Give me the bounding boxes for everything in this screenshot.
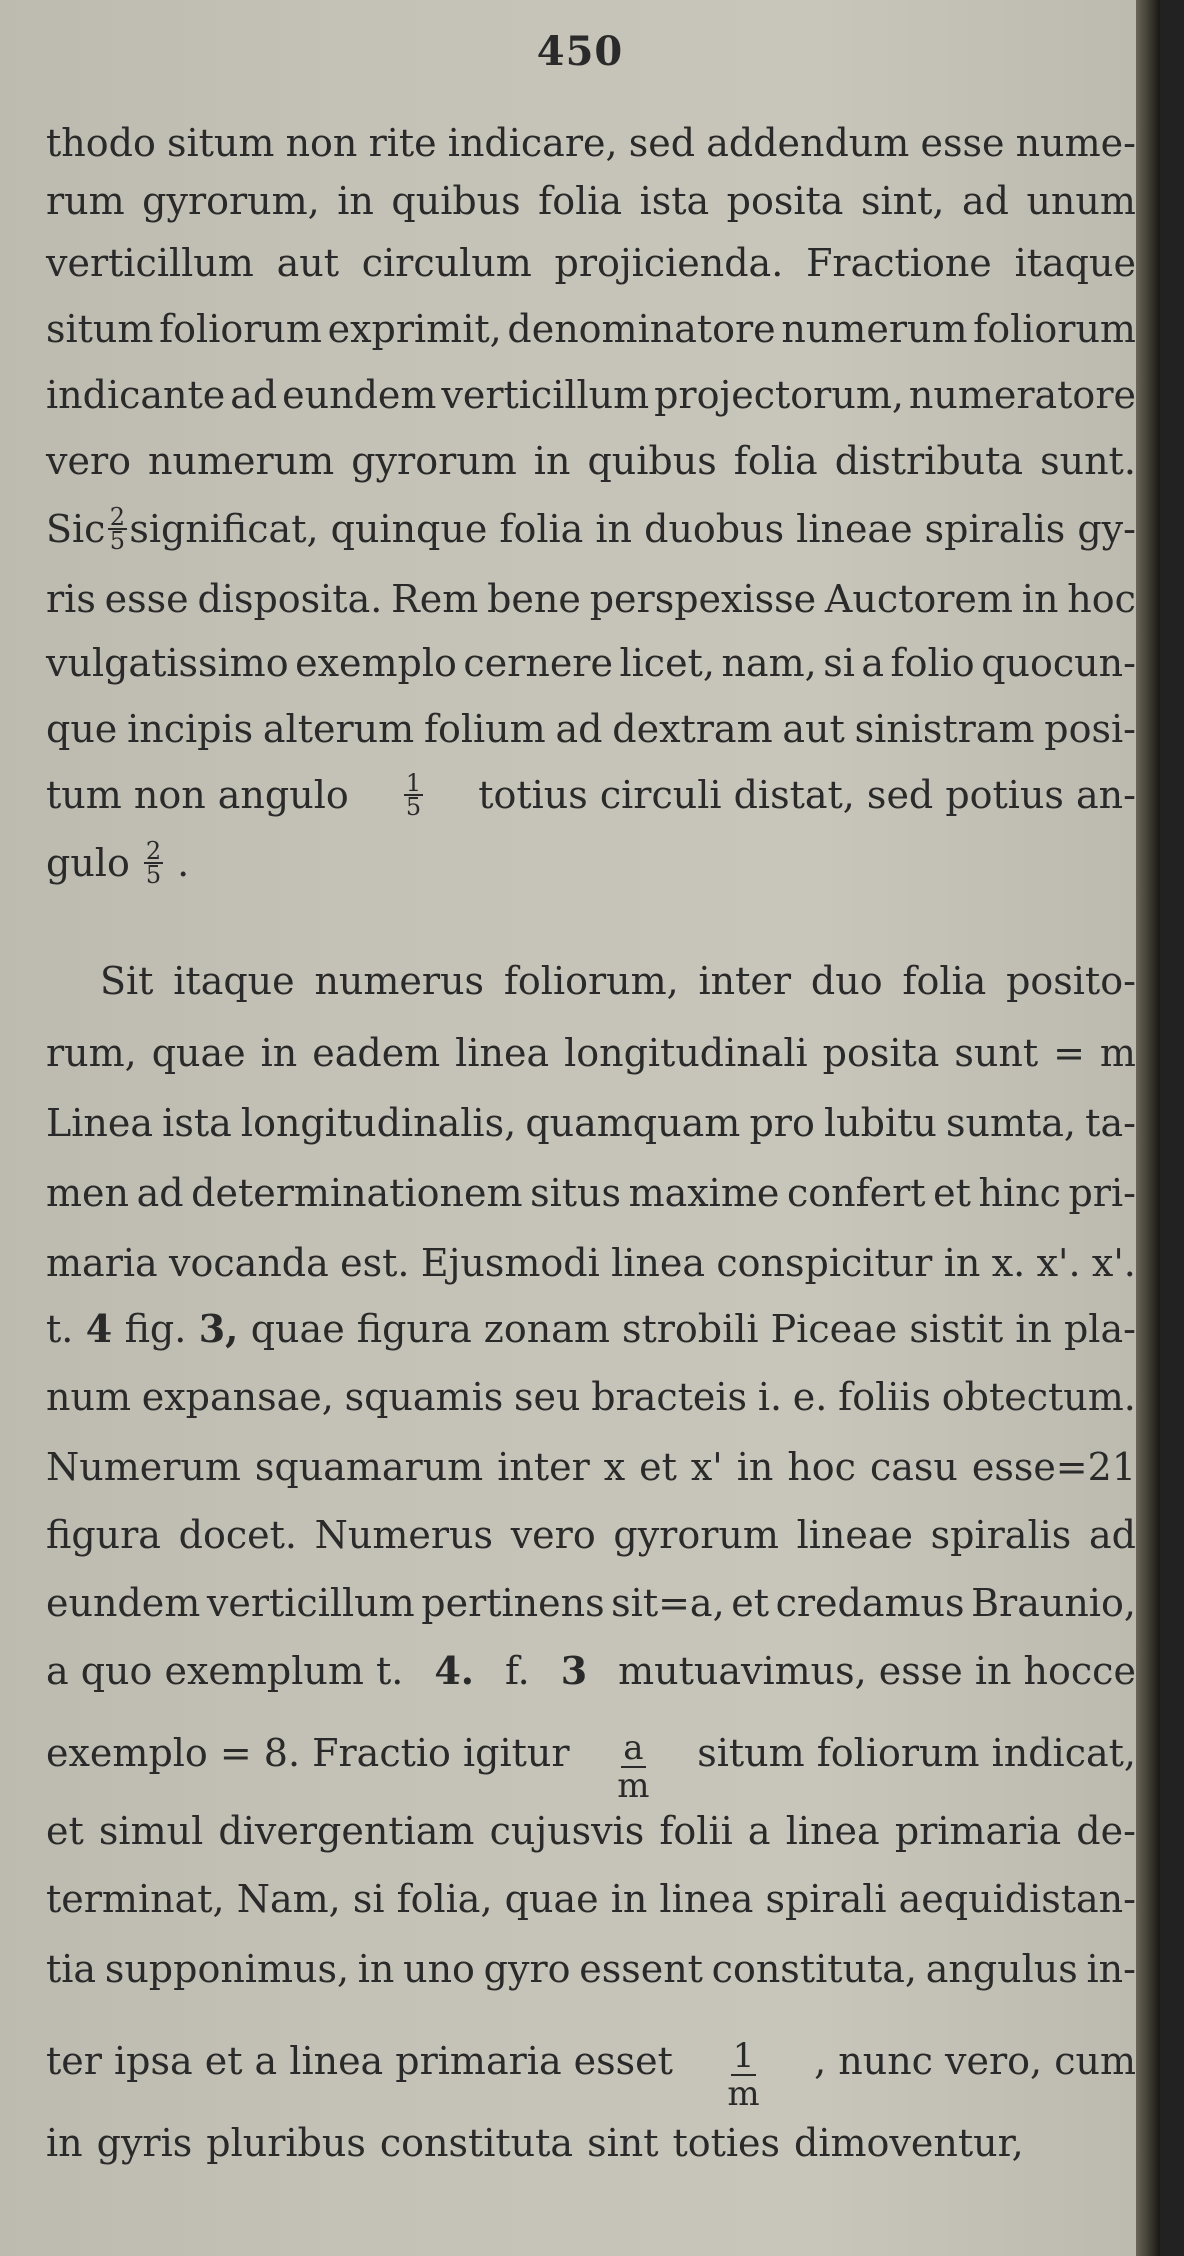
word: hoc	[1067, 577, 1136, 621]
word: m	[1099, 1031, 1136, 1075]
text-line	[46, 178, 1136, 224]
word: ad	[1088, 1513, 1136, 1557]
word: gyrorum,	[142, 179, 320, 223]
word: gyrorum	[613, 1513, 779, 1557]
word: obtectum.	[941, 1375, 1136, 1419]
word: hinc	[978, 1171, 1061, 1215]
word: itaque	[173, 959, 295, 1003]
word: rum,	[46, 1031, 137, 1075]
text-line	[100, 958, 1136, 1004]
text-line	[46, 576, 1136, 622]
word: x'.	[1036, 1241, 1081, 1285]
word: conspicitur	[716, 1241, 933, 1285]
word: sunt.	[1040, 439, 1136, 483]
word: eundem	[282, 373, 437, 417]
word: divergentiam	[218, 1809, 475, 1853]
word: Numerum	[46, 1445, 241, 1489]
word: casu	[869, 1445, 958, 1489]
word: circulum	[361, 241, 532, 285]
word: Numerus	[314, 1513, 494, 1557]
word: et	[731, 1581, 770, 1625]
word: sit=a,	[611, 1581, 725, 1625]
word: quibus	[587, 439, 717, 483]
word: lubitu	[823, 1101, 937, 1145]
word: projectorum,	[654, 373, 904, 417]
word: si	[823, 641, 855, 685]
word: Fractione	[806, 241, 992, 285]
word: quibus	[391, 179, 521, 223]
word: gyrorum	[351, 439, 517, 483]
word: pertinens	[421, 1581, 605, 1625]
word: terminat,	[46, 1877, 225, 1921]
fraction-denominator: 5	[145, 861, 162, 889]
word: hoc	[787, 1445, 856, 1489]
text-line	[46, 1946, 1136, 1992]
word: posi-	[1044, 707, 1136, 751]
word: essent	[579, 1947, 703, 1991]
word: aut	[276, 241, 339, 285]
fraction-numerator: 2	[109, 503, 126, 531]
text-line	[46, 438, 1136, 484]
word: ad	[136, 1171, 184, 1215]
word: pro	[749, 1101, 815, 1145]
word: rum	[46, 179, 125, 223]
fraction	[617, 1730, 649, 1804]
word: numerus	[314, 959, 485, 1003]
word: foliorum	[159, 307, 322, 351]
word: distributa	[834, 439, 1024, 483]
word: i.	[757, 1375, 783, 1419]
word: in	[1021, 577, 1059, 621]
word: maria	[46, 1241, 158, 1285]
word: x'	[690, 1445, 723, 1489]
word: thodo	[46, 121, 156, 165]
word: constituta,	[711, 1947, 917, 1991]
text-line	[46, 1100, 1136, 1146]
word: situm	[166, 121, 275, 165]
word: incipis	[127, 707, 254, 751]
word: linea	[785, 1809, 880, 1853]
word: est.	[340, 1241, 410, 1285]
word: ad	[230, 373, 278, 417]
fraction	[727, 2038, 759, 2112]
word: quocun-	[981, 641, 1136, 685]
word: seu	[514, 1375, 581, 1419]
word: num	[46, 1375, 131, 1419]
fraction-numerator: a	[623, 1728, 644, 1768]
word: x	[603, 1445, 626, 1489]
word: projicienda.	[554, 241, 784, 285]
text-line	[46, 706, 1136, 752]
word: in-	[1086, 1947, 1136, 1991]
word: numerum	[781, 307, 968, 351]
text-segment: mutuavimus, esse in hocce	[618, 1649, 1136, 1693]
word: ista	[162, 1101, 232, 1145]
word: squamarum	[254, 1445, 484, 1489]
word: in	[533, 439, 571, 483]
word: x'.	[1091, 1241, 1136, 1285]
text-line	[46, 2038, 1136, 2112]
word: foliis	[838, 1375, 932, 1419]
word: sunt	[954, 1031, 1039, 1075]
text-line	[46, 1240, 1136, 1286]
text-line	[46, 1374, 1136, 1420]
text-segment: situm foliorum indicat,	[697, 1731, 1136, 1775]
text-segment: t.	[46, 1307, 74, 1351]
word: verticillum	[206, 1581, 415, 1625]
text-segment: ter ipsa et a linea primaria esset	[46, 2039, 673, 2083]
word: in	[46, 2121, 83, 2165]
word: longitudinalis,	[240, 1101, 517, 1145]
word: tia	[46, 1947, 97, 1991]
text-line	[46, 1730, 1136, 1804]
word: rite	[368, 121, 437, 165]
word: ad	[961, 179, 1009, 223]
word: duo	[810, 959, 883, 1003]
word: numerum	[148, 439, 335, 483]
word: in	[943, 1241, 981, 1285]
text-line	[46, 1170, 1136, 1216]
word: indicante	[46, 373, 226, 417]
text-segment: gulo	[46, 841, 130, 885]
text-line	[46, 640, 1136, 686]
word: quamquam	[525, 1101, 741, 1145]
word: spirali	[765, 1877, 887, 1921]
word: aut	[782, 707, 845, 751]
word: nam,	[721, 641, 817, 685]
word: lineae	[796, 1513, 913, 1557]
word: in	[610, 1877, 648, 1921]
word: Braunio,	[971, 1581, 1136, 1625]
word: esse=21	[971, 1445, 1136, 1489]
word: Linea	[46, 1101, 154, 1145]
word: Auctorem	[824, 577, 1013, 621]
word: sinistram	[854, 707, 1035, 751]
word: squamis	[344, 1375, 504, 1419]
word: maxime	[628, 1171, 780, 1215]
text-segment: exemplo = 8. Fractio igitur	[46, 1731, 570, 1775]
word: cernere	[463, 641, 613, 685]
word: et	[46, 1809, 84, 1853]
word: longitudinali	[564, 1031, 808, 1075]
word: in	[736, 1445, 774, 1489]
word: simul	[98, 1809, 204, 1853]
word: addendum	[706, 121, 910, 165]
word: inter	[497, 1445, 590, 1489]
word: pri-	[1068, 1171, 1136, 1215]
word: posita	[822, 1031, 940, 1075]
text-line	[46, 1580, 1136, 1626]
text-line	[46, 1030, 1136, 1076]
word: unum	[1026, 179, 1136, 223]
text-line	[46, 2120, 1136, 2166]
word: eundem	[46, 1581, 201, 1625]
word: inter	[698, 959, 792, 1003]
word: foliorum,	[503, 959, 679, 1003]
text-line	[46, 372, 1136, 418]
word: eadem	[312, 1031, 441, 1075]
word: et	[933, 1171, 971, 1215]
word: =	[1053, 1031, 1085, 1075]
word: sumta,	[946, 1101, 1077, 1145]
text-segment: significat, quinque folia in duobus lineae spiralis gy-	[129, 507, 1136, 551]
text-line	[46, 769, 1136, 821]
fraction	[144, 837, 163, 889]
bold-ref: 3	[560, 1648, 588, 1693]
word: a	[747, 1809, 771, 1853]
word: vulgatissimo	[46, 641, 289, 685]
word: folia	[902, 959, 987, 1003]
word: indicare,	[447, 121, 618, 165]
word: docet.	[178, 1513, 297, 1557]
bold-ref: 4.	[434, 1648, 474, 1693]
word: gyro	[483, 1947, 571, 1991]
word: constituta	[379, 2121, 574, 2165]
bold-ref: 3,	[198, 1306, 239, 1351]
word: Nam,	[236, 1877, 341, 1921]
word: que	[46, 707, 118, 751]
word: primaria	[894, 1809, 1062, 1853]
word: non	[285, 121, 358, 165]
word: alterum	[262, 707, 415, 751]
text-line	[46, 1444, 1136, 1490]
word: sint	[587, 2121, 659, 2165]
word: credamus	[775, 1581, 965, 1625]
fraction-numerator: 1	[405, 769, 422, 797]
word: quae	[151, 1031, 246, 1075]
word: ris	[46, 577, 96, 621]
word: expansae,	[141, 1375, 334, 1419]
bold-ref: 4	[85, 1306, 113, 1351]
word: x.	[991, 1241, 1026, 1285]
word: sed	[628, 121, 696, 165]
fraction-denominator: 5	[109, 527, 126, 555]
word: licet,	[619, 641, 715, 685]
text-line	[46, 503, 1136, 555]
word: folia	[733, 439, 818, 483]
word: exemplo	[295, 641, 457, 685]
fraction-denominator: m	[727, 2074, 760, 2114]
word: angulus	[925, 1947, 1078, 1991]
fraction	[108, 503, 127, 555]
word: esse	[920, 121, 1005, 165]
word: verticillum	[441, 373, 650, 417]
word: in	[357, 1947, 395, 1991]
word: foliorum	[973, 307, 1136, 351]
word: vocanda	[169, 1241, 329, 1285]
word: men	[46, 1171, 129, 1215]
word: de-	[1076, 1809, 1136, 1853]
text-line	[46, 837, 1136, 889]
word: Rem	[391, 577, 479, 621]
word: pluribus	[206, 2121, 366, 2165]
text-line	[46, 1808, 1136, 1854]
word: situs	[530, 1171, 621, 1215]
text-segment: tum non angulo	[46, 773, 349, 817]
word: itaque	[1014, 241, 1136, 285]
word: e.	[792, 1375, 828, 1419]
word: bene	[487, 577, 581, 621]
word: numeratore	[908, 373, 1136, 417]
word: gyris	[96, 2121, 193, 2165]
word: ad	[555, 707, 603, 751]
text-segment: Sic	[46, 507, 106, 551]
word: quae	[504, 1877, 599, 1921]
word: esse	[104, 577, 189, 621]
text-line	[46, 1306, 1136, 1352]
word: confert	[786, 1171, 926, 1215]
word: uno	[403, 1947, 475, 1991]
text-segment: totius circuli distat, sed potius an-	[478, 773, 1136, 817]
word: linea	[455, 1031, 550, 1075]
word: spiralis	[930, 1513, 1072, 1557]
word: folii	[659, 1809, 733, 1853]
word: exprimit,	[327, 307, 502, 351]
text-segment: .	[177, 841, 190, 885]
word: posito-	[1006, 959, 1136, 1003]
word: a	[861, 641, 885, 685]
fraction-denominator: m	[617, 1766, 650, 1806]
text-segment: , nunc vero, cum	[814, 2039, 1136, 2083]
word: figura	[46, 1513, 161, 1557]
fraction	[404, 769, 423, 821]
word: folia,	[396, 1877, 493, 1921]
word: et	[639, 1445, 677, 1489]
word: posita	[726, 179, 844, 223]
word: in	[337, 179, 374, 223]
page-number: 450	[536, 28, 624, 75]
word: toties	[672, 2121, 781, 2165]
word: linea	[611, 1241, 706, 1285]
text-line	[46, 1876, 1136, 1922]
fraction-numerator: 1	[732, 2036, 755, 2076]
text-line	[46, 240, 1136, 286]
word: si	[352, 1877, 385, 1921]
text-line	[46, 120, 1136, 166]
text-segment: a quo exemplum t.	[46, 1649, 404, 1693]
word: sint,	[860, 179, 945, 223]
word: folia	[538, 179, 623, 223]
text-segment: f.	[504, 1649, 530, 1693]
word: ta-	[1085, 1101, 1136, 1145]
word: vero	[510, 1513, 596, 1557]
word: Ejusmodi	[420, 1241, 600, 1285]
word: linea	[659, 1877, 754, 1921]
text-line	[46, 1648, 1136, 1694]
word: supponimus,	[104, 1947, 350, 1991]
word: situm	[46, 307, 154, 351]
text-line	[46, 1512, 1136, 1558]
page-edge	[1136, 0, 1160, 2256]
word: vero	[46, 439, 131, 483]
text-line	[46, 306, 1136, 352]
fraction-denominator: 5	[405, 793, 422, 821]
word: aequidistan-	[898, 1877, 1136, 1921]
word: perspexisse	[589, 577, 817, 621]
word: verticillum	[46, 241, 254, 285]
word: dimoventur,	[794, 2121, 1024, 2165]
word: determinationem	[191, 1171, 523, 1215]
word: ista	[639, 179, 710, 223]
word: denominatore	[507, 307, 776, 351]
word: folium	[423, 707, 546, 751]
word: folio	[890, 641, 975, 685]
word: disposita.	[197, 577, 383, 621]
text-segment: quae figura zonam strobili Piceae sistit in pla-	[250, 1307, 1136, 1351]
fraction-numerator: 2	[145, 837, 162, 865]
word: nume-	[1015, 121, 1136, 165]
word: cujusvis	[489, 1809, 645, 1853]
word: bracteis	[591, 1375, 748, 1419]
word: in	[260, 1031, 298, 1075]
text-segment: fig.	[124, 1307, 187, 1351]
word: dextram	[612, 707, 773, 751]
word: Sit	[100, 959, 154, 1003]
